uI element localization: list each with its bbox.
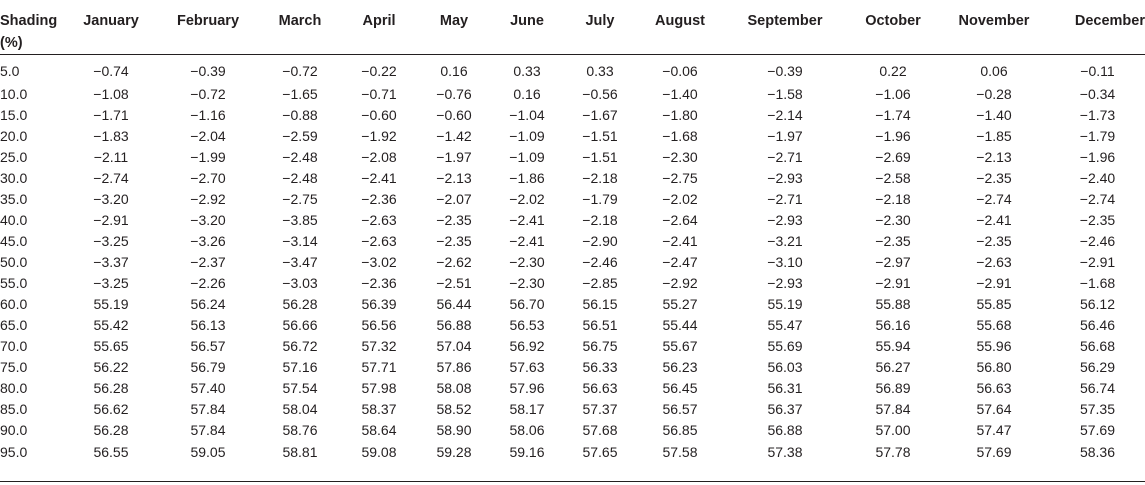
table-cell: −1.83 bbox=[93, 128, 129, 144]
table-cell: −1.97 bbox=[767, 128, 803, 144]
table-cell: 57.86 bbox=[436, 359, 472, 375]
table-cell: 56.53 bbox=[509, 317, 545, 333]
table-cell: 58.04 bbox=[282, 401, 318, 417]
table-cell: −1.96 bbox=[1079, 149, 1116, 165]
table-cell: −2.91 bbox=[1079, 254, 1116, 270]
table-row bbox=[0, 105, 1145, 126]
header-cell-shading bbox=[0, 0, 64, 55]
table-cell: −0.60 bbox=[361, 107, 397, 123]
table-cell: −2.93 bbox=[767, 170, 803, 186]
shading-value-cell: 20.0 bbox=[0, 128, 28, 144]
table-cell: −0.88 bbox=[282, 107, 318, 123]
table-cell: −2.75 bbox=[662, 170, 698, 186]
table-cell: 57.69 bbox=[1079, 422, 1116, 438]
table-cell: −3.14 bbox=[282, 233, 318, 249]
header-cell-september: September bbox=[722, 0, 848, 55]
table-cell: 57.38 bbox=[767, 444, 803, 460]
table-cell: −2.69 bbox=[875, 149, 911, 165]
table-cell: −2.51 bbox=[436, 275, 472, 291]
table-cell: −2.71 bbox=[767, 149, 803, 165]
table-cell: 55.42 bbox=[93, 317, 129, 333]
table-cell: −2.30 bbox=[875, 212, 911, 228]
table-cell: 0.33 bbox=[513, 63, 541, 79]
table-cell: −0.11 bbox=[1080, 63, 1115, 79]
table-row bbox=[0, 126, 1145, 147]
table-cell: 58.76 bbox=[282, 422, 318, 438]
table-cell: 56.70 bbox=[509, 296, 545, 312]
table-cell: 55.65 bbox=[93, 338, 129, 354]
table-row bbox=[0, 378, 1145, 399]
table-cell: −1.04 bbox=[509, 107, 545, 123]
table-cell: −2.71 bbox=[767, 191, 803, 207]
table-cell: 56.46 bbox=[1079, 317, 1116, 333]
table-cell: 57.84 bbox=[875, 401, 911, 417]
table-cell: −1.68 bbox=[662, 128, 698, 144]
header-cell-february: February bbox=[158, 0, 258, 55]
table-cell: −3.37 bbox=[93, 254, 129, 270]
table-cell: 56.75 bbox=[582, 338, 618, 354]
table-cell: 0.06 bbox=[980, 63, 1008, 79]
table-cell: −3.21 bbox=[767, 233, 803, 249]
table-cell: 56.74 bbox=[1079, 380, 1116, 396]
table-cell: 55.27 bbox=[662, 296, 698, 312]
table-cell: 56.44 bbox=[436, 296, 472, 312]
table-row bbox=[0, 84, 1145, 105]
table-cell: 56.88 bbox=[767, 422, 803, 438]
table-cell: −2.92 bbox=[662, 275, 698, 291]
table-cell: −1.86 bbox=[509, 170, 545, 186]
table-cell: −2.02 bbox=[509, 191, 545, 207]
table-cell: 57.78 bbox=[875, 444, 911, 460]
table-row bbox=[0, 357, 1145, 378]
table-cell: −1.51 bbox=[582, 149, 618, 165]
table-cell: 57.47 bbox=[976, 422, 1012, 438]
table-cell: 56.24 bbox=[190, 296, 226, 312]
table-row bbox=[0, 420, 1145, 441]
header-cell-november: November bbox=[938, 0, 1050, 55]
table-cell: 57.63 bbox=[509, 359, 545, 375]
shading-value-cell: 30.0 bbox=[0, 170, 28, 186]
table-cell: 57.69 bbox=[976, 444, 1012, 460]
table-cell: 56.72 bbox=[282, 338, 318, 354]
table-cell: −1.06 bbox=[875, 86, 911, 102]
table-cell: 56.29 bbox=[1079, 359, 1116, 375]
shading-value-cell: 5.0 bbox=[0, 63, 20, 79]
table-cell: 57.37 bbox=[582, 401, 618, 417]
table-cell: 56.56 bbox=[361, 317, 397, 333]
bottom-rule bbox=[0, 481, 1145, 482]
table-row bbox=[0, 210, 1145, 231]
table-cell: −2.64 bbox=[662, 212, 698, 228]
header-shading-line1: Shading bbox=[0, 13, 58, 29]
table-cell: −0.39 bbox=[190, 63, 226, 79]
table-cell: 56.89 bbox=[875, 380, 911, 396]
table-cell: −2.11 bbox=[93, 149, 129, 165]
table-cell: −3.02 bbox=[361, 254, 397, 270]
table-row bbox=[0, 441, 1145, 464]
table-cell: −3.47 bbox=[282, 254, 318, 270]
header-cell-december: December bbox=[1050, 0, 1145, 55]
table-cell: −1.97 bbox=[436, 149, 472, 165]
table-cell: −0.56 bbox=[582, 86, 618, 102]
table-cell: −2.14 bbox=[767, 107, 803, 123]
table-cell: 55.67 bbox=[662, 338, 698, 354]
table-cell: −2.48 bbox=[282, 170, 318, 186]
table-cell: −1.80 bbox=[662, 107, 698, 123]
table-cell: 59.28 bbox=[436, 444, 472, 460]
table-cell: 0.22 bbox=[879, 63, 907, 79]
table-cell: 58.81 bbox=[282, 444, 318, 460]
table-cell: 58.17 bbox=[509, 401, 545, 417]
table-cell: −2.91 bbox=[875, 275, 911, 291]
table-body bbox=[0, 55, 1145, 465]
shading-value-cell: 10.0 bbox=[0, 86, 28, 102]
table-cell: −3.20 bbox=[190, 212, 226, 228]
table-cell: −2.35 bbox=[436, 233, 472, 249]
table-cell: −1.92 bbox=[361, 128, 397, 144]
table-cell: −2.35 bbox=[875, 233, 911, 249]
table-cell: −2.46 bbox=[582, 254, 618, 270]
table-cell: 58.64 bbox=[361, 422, 397, 438]
table-cell: −0.06 bbox=[662, 63, 698, 79]
table-cell: −0.72 bbox=[190, 86, 226, 102]
table-row bbox=[0, 147, 1145, 168]
table-cell: 56.37 bbox=[767, 401, 803, 417]
table-row bbox=[0, 399, 1145, 420]
table-cell: 59.16 bbox=[509, 444, 545, 460]
table-cell: −2.48 bbox=[282, 149, 318, 165]
table-cell: 55.47 bbox=[767, 317, 803, 333]
table-cell: 56.57 bbox=[190, 338, 226, 354]
table-cell: 56.12 bbox=[1079, 296, 1116, 312]
table-row bbox=[0, 55, 1145, 85]
table-cell: −2.08 bbox=[361, 149, 397, 165]
table-cell: 55.96 bbox=[976, 338, 1012, 354]
table-cell: 0.33 bbox=[586, 63, 614, 79]
table-cell: −1.51 bbox=[582, 128, 618, 144]
table-cell: −0.71 bbox=[361, 86, 397, 102]
table-cell: −2.59 bbox=[282, 128, 318, 144]
table-cell: 55.94 bbox=[875, 338, 911, 354]
table-cell: 56.63 bbox=[976, 380, 1012, 396]
table-cell: 57.68 bbox=[582, 422, 618, 438]
table-header bbox=[0, 0, 1145, 55]
table-cell: −2.37 bbox=[190, 254, 226, 270]
table-cell: 56.22 bbox=[93, 359, 129, 375]
table-cell: −0.60 bbox=[436, 107, 472, 123]
table-row bbox=[0, 189, 1145, 210]
table-cell: 56.28 bbox=[282, 296, 318, 312]
table-cell: 57.64 bbox=[976, 401, 1012, 417]
table-cell: 56.33 bbox=[582, 359, 618, 375]
table-cell: −1.09 bbox=[509, 128, 545, 144]
table-cell: −2.63 bbox=[361, 233, 397, 249]
table-cell: −2.41 bbox=[976, 212, 1012, 228]
table-cell: −1.73 bbox=[1079, 107, 1116, 123]
table-cell: −2.18 bbox=[875, 191, 911, 207]
table-cell: −3.20 bbox=[93, 191, 129, 207]
table-cell: −2.46 bbox=[1079, 233, 1116, 249]
table-cell: −2.93 bbox=[767, 212, 803, 228]
table-cell: 0.16 bbox=[513, 86, 541, 102]
table-cell: −1.08 bbox=[93, 86, 129, 102]
table-cell: 56.13 bbox=[190, 317, 226, 333]
table-cell: −1.85 bbox=[976, 128, 1012, 144]
table-cell: −2.30 bbox=[662, 149, 698, 165]
table-cell: −0.72 bbox=[282, 63, 318, 79]
table-cell: 56.63 bbox=[582, 380, 618, 396]
shading-value-cell: 40.0 bbox=[0, 212, 28, 228]
table-cell: −0.74 bbox=[93, 63, 129, 79]
table-cell: 56.03 bbox=[767, 359, 803, 375]
table-cell: −2.90 bbox=[582, 233, 618, 249]
table-cell: −3.25 bbox=[93, 275, 129, 291]
shading-value-cell: 60.0 bbox=[0, 296, 28, 312]
shading-value-cell: 50.0 bbox=[0, 254, 28, 270]
header-cell-april: April bbox=[342, 0, 416, 55]
header-shading-line2: (%) bbox=[0, 35, 23, 51]
table-cell: −2.70 bbox=[190, 170, 226, 186]
table-cell: 57.16 bbox=[282, 359, 318, 375]
table-cell: −0.76 bbox=[436, 86, 472, 102]
table-cell: −3.85 bbox=[282, 212, 318, 228]
table-cell: 55.85 bbox=[976, 296, 1012, 312]
table-cell: −2.85 bbox=[582, 275, 618, 291]
table-cell: −1.79 bbox=[582, 191, 618, 207]
table-cell: −1.58 bbox=[767, 86, 803, 102]
table-cell: −2.40 bbox=[1079, 170, 1116, 186]
table-cell: 55.68 bbox=[976, 317, 1012, 333]
shading-value-cell: 45.0 bbox=[0, 233, 28, 249]
table-cell: −1.65 bbox=[282, 86, 318, 102]
table-cell: 58.08 bbox=[436, 380, 472, 396]
table-cell: 57.98 bbox=[361, 380, 397, 396]
table-cell: 59.05 bbox=[190, 444, 226, 460]
table-cell: −2.63 bbox=[361, 212, 397, 228]
table-row bbox=[0, 273, 1145, 294]
shading-value-cell: 25.0 bbox=[0, 149, 28, 165]
table-cell: −2.41 bbox=[662, 233, 698, 249]
table-cell: 0.16 bbox=[440, 63, 468, 79]
table-cell: −2.91 bbox=[93, 212, 129, 228]
table-row bbox=[0, 231, 1145, 252]
table-row bbox=[0, 168, 1145, 189]
table-cell: −2.58 bbox=[875, 170, 911, 186]
table-cell: 56.92 bbox=[509, 338, 545, 354]
table-cell: 56.80 bbox=[976, 359, 1012, 375]
table-cell: −1.71 bbox=[93, 107, 129, 123]
table-cell: 57.54 bbox=[282, 380, 318, 396]
table-cell: −1.67 bbox=[582, 107, 618, 123]
table-cell: −2.18 bbox=[582, 212, 618, 228]
table-cell: −2.35 bbox=[436, 212, 472, 228]
table-cell: −2.91 bbox=[976, 275, 1012, 291]
header-cell-march: March bbox=[258, 0, 342, 55]
table-cell: 55.19 bbox=[767, 296, 803, 312]
table-cell: 58.37 bbox=[361, 401, 397, 417]
table-cell: −2.35 bbox=[976, 170, 1012, 186]
table-cell: −1.42 bbox=[436, 128, 472, 144]
shading-value-cell: 75.0 bbox=[0, 359, 28, 375]
table-cell: 58.52 bbox=[436, 401, 472, 417]
table-cell: 56.16 bbox=[875, 317, 911, 333]
table-row bbox=[0, 252, 1145, 273]
shading-value-cell: 65.0 bbox=[0, 317, 28, 333]
table-cell: −2.41 bbox=[509, 233, 545, 249]
table-cell: 57.04 bbox=[436, 338, 472, 354]
table-cell: 56.23 bbox=[662, 359, 698, 375]
shading-value-cell: 55.0 bbox=[0, 275, 28, 291]
header-cell-august: August bbox=[638, 0, 722, 55]
table-cell: −1.16 bbox=[190, 107, 226, 123]
table-cell: 56.51 bbox=[582, 317, 618, 333]
table-cell: −2.74 bbox=[976, 191, 1012, 207]
table-cell: 57.35 bbox=[1079, 401, 1116, 417]
table-cell: −2.30 bbox=[509, 254, 545, 270]
table-cell: 57.96 bbox=[509, 380, 545, 396]
table-cell: 57.58 bbox=[662, 444, 698, 460]
table-cell: −2.07 bbox=[436, 191, 472, 207]
table-cell: −2.92 bbox=[190, 191, 226, 207]
shading-value-cell: 95.0 bbox=[0, 444, 28, 460]
header-cell-june: June bbox=[492, 0, 562, 55]
table-row bbox=[0, 336, 1145, 357]
table-cell: 56.28 bbox=[93, 380, 129, 396]
table-cell: −2.93 bbox=[767, 275, 803, 291]
table-cell: −2.74 bbox=[93, 170, 129, 186]
table-cell: −1.40 bbox=[976, 107, 1012, 123]
shading-value-cell: 90.0 bbox=[0, 422, 28, 438]
table-cell: −2.18 bbox=[582, 170, 618, 186]
header-cell-may: May bbox=[416, 0, 492, 55]
table-cell: −2.62 bbox=[436, 254, 472, 270]
table-cell: 56.31 bbox=[767, 380, 803, 396]
table-cell: −0.34 bbox=[1079, 86, 1116, 102]
table-cell: 56.28 bbox=[93, 422, 129, 438]
table-row bbox=[0, 315, 1145, 336]
table-cell: −2.63 bbox=[976, 254, 1012, 270]
table-cell: 56.88 bbox=[436, 317, 472, 333]
table-cell: 56.55 bbox=[93, 444, 129, 460]
table-cell: −2.41 bbox=[361, 170, 397, 186]
table-cell: 55.69 bbox=[767, 338, 803, 354]
table-cell: 55.44 bbox=[662, 317, 698, 333]
table-cell: 57.40 bbox=[190, 380, 226, 396]
table-cell: 56.79 bbox=[190, 359, 226, 375]
table-cell: 57.84 bbox=[190, 401, 226, 417]
table-cell: −3.25 bbox=[93, 233, 129, 249]
table-cell: −2.74 bbox=[1079, 191, 1116, 207]
table-cell: −2.26 bbox=[190, 275, 226, 291]
table-cell: −3.10 bbox=[767, 254, 803, 270]
table-cell: 57.00 bbox=[875, 422, 911, 438]
table-cell: −1.09 bbox=[509, 149, 545, 165]
table-cell: −2.02 bbox=[662, 191, 698, 207]
table-cell: −1.74 bbox=[875, 107, 911, 123]
table-cell: −0.22 bbox=[361, 63, 397, 79]
table-cell: 56.15 bbox=[582, 296, 618, 312]
table-cell: −1.79 bbox=[1079, 128, 1116, 144]
table-cell: −2.75 bbox=[282, 191, 318, 207]
table-cell: 59.08 bbox=[361, 444, 397, 460]
shading-value-cell: 35.0 bbox=[0, 191, 28, 207]
header-cell-january: January bbox=[64, 0, 158, 55]
table-cell: 57.65 bbox=[582, 444, 618, 460]
table-cell: 55.19 bbox=[93, 296, 129, 312]
table-cell: −2.35 bbox=[1079, 212, 1116, 228]
table-cell: −2.41 bbox=[509, 212, 545, 228]
header-cell-july: July bbox=[562, 0, 638, 55]
shading-value-cell: 80.0 bbox=[0, 380, 28, 396]
table-cell: −2.04 bbox=[190, 128, 226, 144]
table-cell: −2.35 bbox=[976, 233, 1012, 249]
header-row bbox=[0, 0, 1145, 55]
shading-value-cell: 70.0 bbox=[0, 338, 28, 354]
table-row bbox=[0, 294, 1145, 315]
table-cell: −3.03 bbox=[282, 275, 318, 291]
table-cell: 57.71 bbox=[361, 359, 397, 375]
table-cell: −1.96 bbox=[875, 128, 911, 144]
table-cell: −3.26 bbox=[190, 233, 226, 249]
table-cell: 58.90 bbox=[436, 422, 472, 438]
shading-value-cell: 85.0 bbox=[0, 401, 28, 417]
shading-value-cell: 15.0 bbox=[0, 107, 28, 123]
table-cell: 56.45 bbox=[662, 380, 698, 396]
table-cell: −2.47 bbox=[662, 254, 698, 270]
table-cell: 58.36 bbox=[1079, 444, 1116, 460]
table-cell: 56.85 bbox=[662, 422, 698, 438]
table-cell: 56.68 bbox=[1079, 338, 1116, 354]
table-cell: −2.30 bbox=[509, 275, 545, 291]
table-cell: −1.99 bbox=[190, 149, 226, 165]
table-cell: 56.66 bbox=[282, 317, 318, 333]
table-cell: −2.13 bbox=[976, 149, 1012, 165]
table-cell: 56.27 bbox=[875, 359, 911, 375]
table-cell: 56.57 bbox=[662, 401, 698, 417]
table-cell: 58.06 bbox=[509, 422, 545, 438]
table-cell: −1.68 bbox=[1079, 275, 1116, 291]
table-cell: 57.84 bbox=[190, 422, 226, 438]
table-cell: −1.40 bbox=[662, 86, 698, 102]
table-cell: −0.39 bbox=[767, 63, 803, 79]
table-cell: 56.39 bbox=[361, 296, 397, 312]
header-cell-october: October bbox=[848, 0, 938, 55]
table-cell: −2.97 bbox=[875, 254, 911, 270]
table-cell: −0.28 bbox=[976, 86, 1012, 102]
table-cell: 57.32 bbox=[361, 338, 397, 354]
table-cell: −2.36 bbox=[361, 275, 397, 291]
table-cell: 55.88 bbox=[875, 296, 911, 312]
table-cell: −2.36 bbox=[361, 191, 397, 207]
table-cell: −2.13 bbox=[436, 170, 472, 186]
table-cell: 56.62 bbox=[93, 401, 129, 417]
